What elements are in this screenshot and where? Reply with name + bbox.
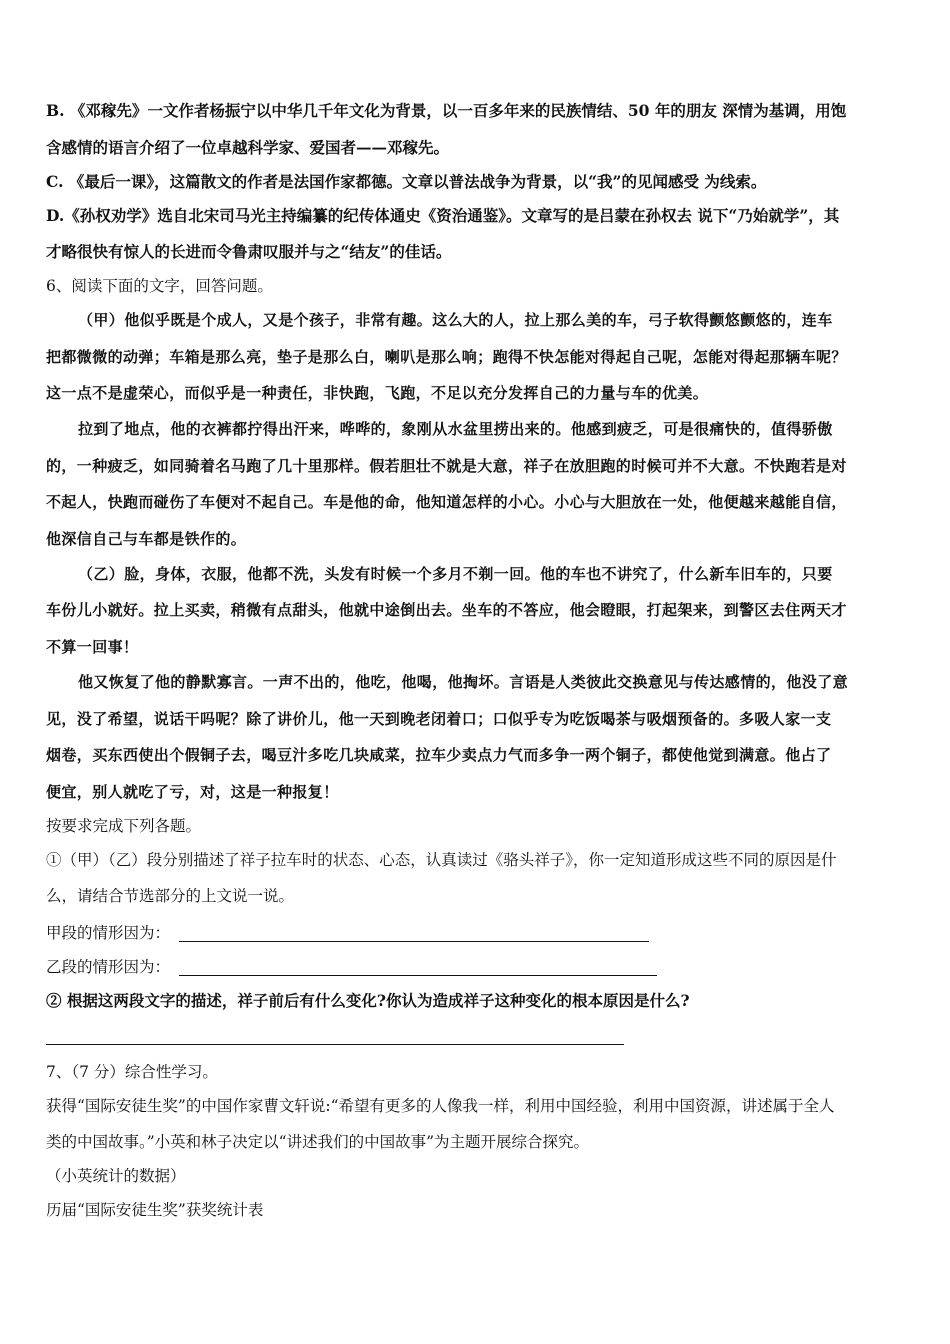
option-b-line-2: 含感情的语言介绍了一位卓越科学家、爱国者——邓稼先。 [46, 138, 450, 157]
instruction-text: 按要求完成下列各题。 [46, 817, 202, 835]
passage-jia-p1-line-3: 这一点不是虚荣心，而似乎是一种责任，非快跑，飞跑，不足以充分发挥自己的力量与车的优美。 [46, 384, 709, 402]
question-7-title: 7、（7 分）综合性学习。 [46, 1063, 218, 1081]
answer-sub2-blank[interactable] [46, 1044, 624, 1045]
passage-yi-p2-line-4: 便宜，别人就吃了亏，对，这是一种报复！ [46, 783, 339, 801]
sub-question-1-line-1: ①（甲）（乙）段分别描述了祥子拉车时的状态、心态，认真读过《骆头祥子》，你一定知道形成这些不同的原因是什 [46, 851, 837, 869]
question-6-title: 6、阅读下面的文字，回答问题。 [46, 277, 273, 295]
passage-yi-p2-line-2: 见，没了希望，说话干吗呢？除了讲价儿，他一天到晚老闭着口；口似乎专为吃饭喝茶与吸烟预备的。多吸人家一支 [46, 710, 832, 728]
option-d-line-1: D.《孙权劝学》选自北宋司马光主持编纂的纪传体通史《资治通鉴》。文章写的是吕蒙在孙权去 说下“乃始就学”，其 [46, 206, 840, 225]
passage-yi-p1-line-1: （乙）脸，身体，衣服，他都不洗，头发有时候一个多月不剃一回。他的车也不讲究了，什么新车旧车的，只要 [78, 565, 833, 583]
passage-jia-p1-line-1: （甲）他似乎既是个成人，又是个孩子，非常有趣。这么大的人，拉上那么美的车，弓子软得颤悠颤悠的，连车 [78, 311, 833, 329]
passage-jia-p2-line-2: 的，一种疲乏，如同骑着名马跑了几十里那样。假若胆壮不就是大意，祥子在放胆跑的时候可并不大意。不快跑若是对 [46, 457, 847, 475]
data-heading: （小英统计的数据） [46, 1167, 186, 1185]
passage-jia-p1-line-2: 把都微微的动弹；车箱是那么亮，垫子是那么白，喇叭是那么响；跑得不快怎能对得起自己呢，怎能对得起那辆车呢？ [46, 348, 847, 366]
passage-yi-p2-line-3: 烟卷，买东西使出个假铜子去，喝豆汁多吃几块咸菜，拉车少卖点力气而多争一两个铜子，都使他觉到满意。他占了 [46, 746, 832, 764]
passage-jia-p2-line-1: 拉到了地点，他的衣裤都拧得出汗来，哗哗的，象刚从水盆里捞出来的。他感到疲乏，可是很痛快的，值得骄傲 [78, 420, 833, 438]
passage-yi-p2-line-1: 他又恢复了他的静默寡言。一声不出的，他吃，他喝，他掏坏。言语是人类彼此交换意见与传达感情的，他没了意 [78, 673, 849, 691]
answer-jia-label: 甲段的情形因为： [46, 924, 171, 942]
passage-yi-p1-line-3: 不算一回事！ [46, 638, 139, 656]
question-7-intro-line-2: 类的中国故事。”小英和林子决定以“讲述我们的中国故事”为主题开展综合探究。 [46, 1133, 590, 1151]
option-b-line-1: B. 《邓稼先》一文作者杨振宁以中华几千年文化为背景，以一百多年来的民族情结、50 年的朋友 深情为基调，用饱 [46, 101, 847, 120]
sub-question-2: ② 根据这两段文字的描述，祥子前后有什么变化?你认为造成祥子这种变化的根本原因是什么? [46, 991, 690, 1010]
answer-yi-label: 乙段的情形因为： [46, 958, 171, 976]
answer-jia-blank[interactable] [179, 941, 649, 942]
option-c-line-1: C. 《最后一课》，这篇散文的作者是法国作家都德。文章以普法战争为背景，以“我”的见闻感受 为线索。 [46, 172, 767, 191]
passage-yi-p1-line-2: 车份儿小就好。拉上买卖，稍微有点甜头，他就中途倒出去。坐车的不答应，他会瞪眼，打起架来，到警区去住两天才 [46, 601, 847, 619]
sub-question-1-line-2: 么，请结合节选部分的上文说一说。 [46, 887, 295, 905]
table-title: 历届“国际安徒生奖”获奖统计表 [46, 1201, 264, 1219]
option-d-line-2: 才略很快有惊人的长进而令鲁肃叹服并与之“结友”的佳话。 [46, 242, 452, 261]
passage-jia-p2-line-4: 他深信自己与车都是铁作的。 [46, 530, 247, 548]
answer-yi-blank[interactable] [179, 975, 657, 976]
question-7-intro-line-1: 获得“国际安徒生奖”的中国作家曹文轩说:“希望有更多的人像我一样，利用中国经验，利用中国资源，讲述属于全人 [46, 1097, 835, 1115]
passage-jia-p2-line-3: 不起人，快跑而碰伤了车便对不起自己。车是他的命，他知道怎样的小心。小心与大胆放在一处，他便越来越能自信， [46, 493, 847, 511]
